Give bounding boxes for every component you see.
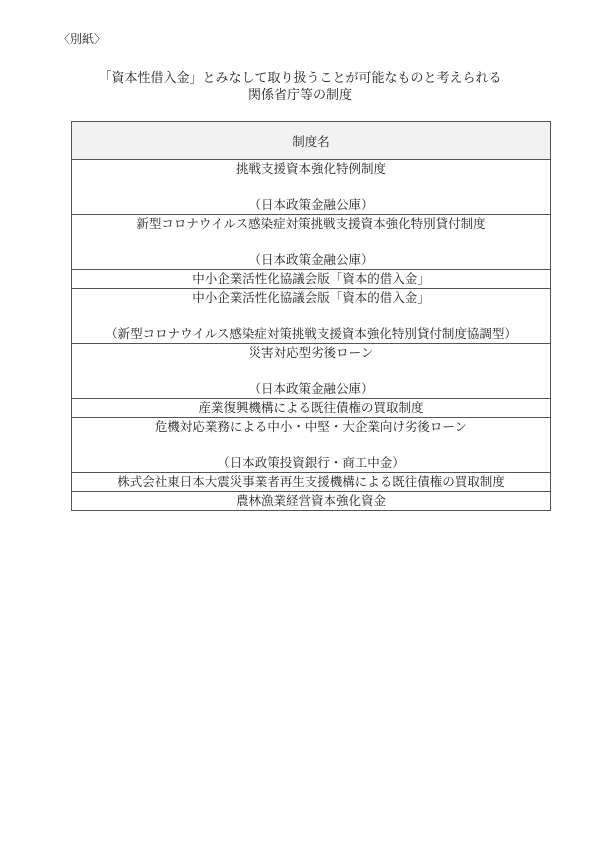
table-row <box>72 399 551 418</box>
table-row <box>72 160 551 215</box>
table-cell <box>72 344 551 399</box>
system-name: 株式会社東日本大震災事業者再生支援機構による既往債権の買取制度 <box>117 474 505 489</box>
system-name: 災害対応型劣後ローン <box>248 345 374 360</box>
system-provider: （日本政策金融公庫） <box>248 381 374 396</box>
column-header-system-name: 制度名 <box>72 122 551 160</box>
table-cell <box>72 160 551 215</box>
table-row <box>72 473 551 492</box>
table-header-row <box>72 122 551 160</box>
table-row <box>72 215 551 270</box>
document-title-line-1: 「資本性借入金」とみなして取り扱うことが可能なものと考えられる <box>98 71 502 86</box>
system-provider: （日本政策金融公庫） <box>248 252 374 267</box>
table-cell <box>72 473 551 492</box>
system-provider: （新型コロナウイルス感染症対策挑戦支援資本強化特別貸付制度協調型） <box>105 326 517 341</box>
system-name: 危機対応業務による中小・中堅・大企業向け劣後ローン <box>154 419 468 434</box>
system-name: 中小企業活性化協議会版「資本的借入金」 <box>192 271 430 286</box>
system-name: 産業復興機構による既往債権の買取制度 <box>198 400 424 415</box>
system-list-table <box>71 121 551 511</box>
annex-label: 〈別紙〉 <box>58 32 107 46</box>
table-row <box>72 492 551 511</box>
system-name: 農林漁業経営資本強化資金 <box>235 493 386 508</box>
system-name: 中小企業活性化協議会版「資本的借入金」 <box>192 290 430 305</box>
table-cell <box>72 418 551 473</box>
table-cell <box>72 399 551 418</box>
table-cell <box>72 215 551 270</box>
table-row <box>72 289 551 344</box>
document-title-line-2: 関係省庁等の制度 <box>247 88 352 103</box>
system-name: 新型コロナウイルス感染症対策挑戦支援資本強化特別貸付制度 <box>136 216 486 231</box>
table-cell <box>72 270 551 289</box>
system-provider: （日本政策金融公庫） <box>248 197 374 212</box>
table-row <box>72 418 551 473</box>
system-name: 挑戦支援資本強化特例制度 <box>235 161 386 176</box>
table-cell <box>72 492 551 511</box>
table-cell <box>72 289 551 344</box>
table-row <box>72 344 551 399</box>
system-provider: （日本政策投資銀行・商工中金） <box>217 455 405 470</box>
table-row <box>72 270 551 289</box>
